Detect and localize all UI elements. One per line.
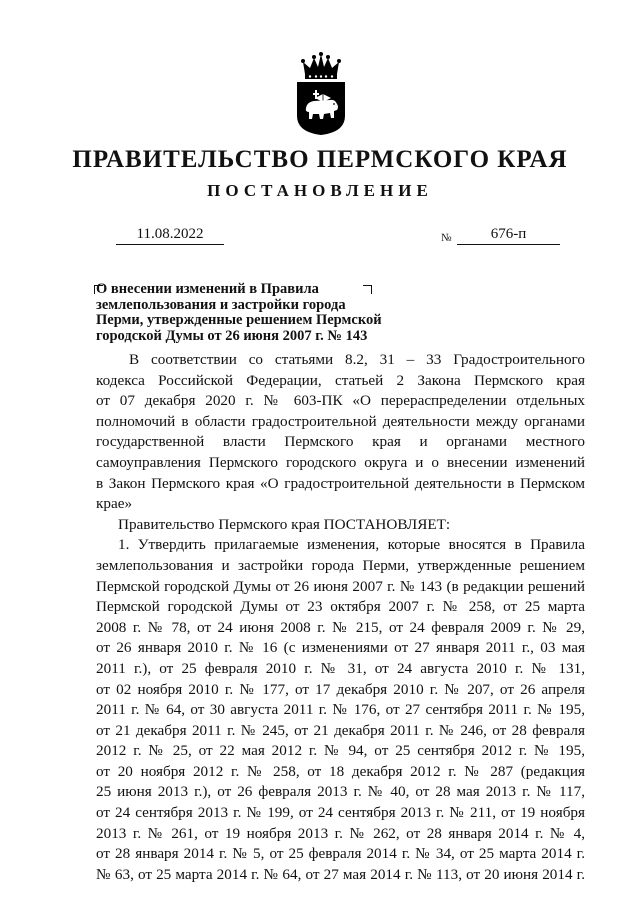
item1-line: от 24 сентября 2013 г. № 199, от 24 сентября 2013 г. № 211, от 19 ноября [96, 804, 585, 822]
preamble-line: крае» [96, 495, 133, 513]
organization-title: ПРАВИТЕЛЬСТВО ПЕРМСКОГО КРАЯ [72, 146, 568, 173]
item1-line: от 26 января 2010 г. № 16 (с изменениями от 27 января 2011 г., 03 мая [96, 639, 585, 657]
item1-line: 2013 г. № 261, от 19 ноября 2013 г. № 262, от 28 января 2014 г. № 4, [96, 824, 585, 842]
item1-line: 2012 г. № 25, от 22 мая 2012 г. № 94, от 25 сентября 2012 г. № 195, [96, 742, 585, 760]
preamble-line: в Закон Пермского края «О градостроительной деятельности в Пермском [96, 474, 585, 492]
subject-line: городской Думы от 26 июня 2007 г. № 143 [96, 327, 368, 344]
resolution-line: Правительство Пермского края ПОСТАНОВЛЯЕТ: [118, 515, 451, 533]
number-label: № [441, 232, 452, 244]
preamble-line: кодекса Российской Федерации, статьей 2 Закона Пермского края [96, 371, 585, 389]
document-date: 11.08.2022 [116, 226, 224, 245]
item1-line: Пермской городской Думы от 23 октября 2007 г. № 258, от 25 марта [96, 598, 585, 616]
subject-line: землепользования и застройки города [96, 296, 346, 313]
preamble-line: В соответствии со статьями 8.2, 31 – 33 Градостроительного [129, 351, 585, 368]
item1-line: землепользования и застройки города Перми, утвержденные решением [96, 556, 585, 574]
item1-line: Пермской городской Думы от 26 июня 2007 г. № 143 (в редакции решений [96, 577, 585, 595]
document-number: 676-п [457, 226, 560, 245]
subject-line: О внесении изменений в Правила [96, 281, 319, 297]
item1-line: от 20 ноября 2012 г. № 258, от 18 декабря 2012 г. № 287 (редакция [96, 762, 585, 780]
preamble-line: государственной власти Пермского края и органами местного [96, 433, 585, 451]
preamble-line: полномочий в области градостроительной деятельности между органами [96, 412, 585, 430]
item1-line: 1. Утвердить прилагаемые изменения, которые вносятся в Правила [118, 536, 585, 554]
item1-line: от 02 ноября 2010 г. № 177, от 17 декабря 2010 г. № 207, от 26 апреля [96, 680, 585, 698]
document-subject [96, 282, 416, 344]
document-type: ПОСТАНОВЛЕНИЕ [207, 181, 433, 200]
item1-line: № 63, от 25 марта 2014 г. № 64, от 27 мая 2014 г. № 113, от 20 июня 2014 г. [96, 865, 585, 883]
item1-line: 25 июня 2013 г.), от 26 февраля 2013 г. № 40, от 28 мая 2013 г. № 117, [96, 783, 585, 801]
perm-krai-coat-of-arms-icon [293, 52, 349, 136]
subject-line: Перми, утвержденные решением Пермской [96, 312, 382, 328]
item1-line: 2011 г. № 64, от 30 августа 2011 г. № 176, от 27 сентября 2011 г. № 195, [96, 701, 585, 719]
preamble-line: самоуправления Пермского городского округа и о внесении изменений [96, 453, 585, 471]
document-body [96, 350, 585, 885]
item1-line: от 21 декабря 2011 г. № 245, от 21 декабря 2011 г. № 246, от 28 февраля [96, 721, 585, 739]
item1-line: 2011 г.), от 25 февраля 2010 г. № 31, от 24 августа 2010 г. № 131, [96, 659, 585, 677]
item1-line: 2008 г. № 78, от 24 июня 2008 г. № 215, от 24 февраля 2009 г. № 29, [96, 618, 585, 636]
item1-line: от 28 января 2014 г. № 5, от 25 февраля 2014 г. № 34, от 25 марта 2014 г. [96, 845, 585, 863]
preamble-line: от 07 декабря 2020 г. № 603-ПК «О перераспределении отдельных [96, 392, 585, 410]
